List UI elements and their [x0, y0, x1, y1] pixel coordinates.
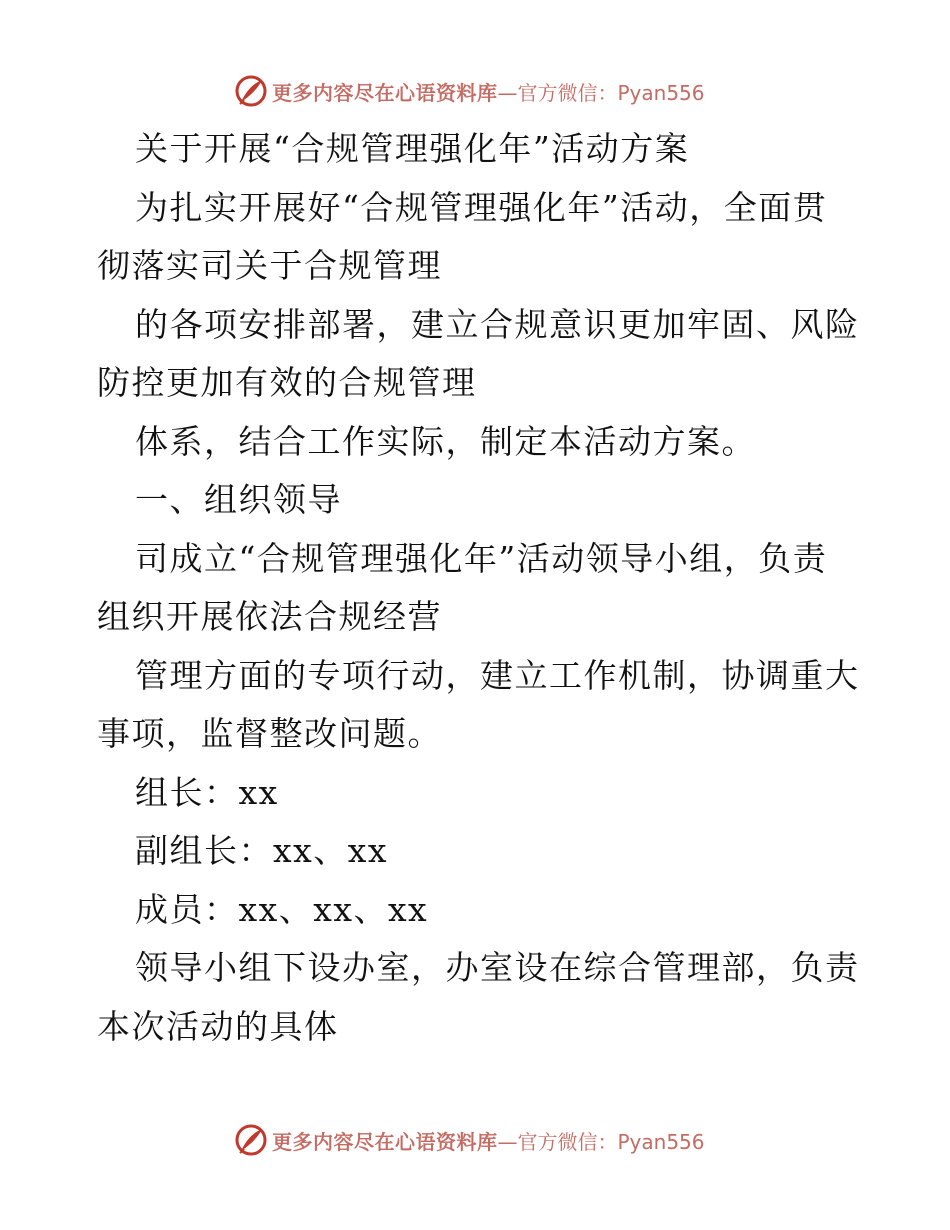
section-heading: 一、组织领导	[135, 480, 342, 519]
watermark-main-text: 更多内容尽在心语资料库	[272, 1129, 498, 1154]
paragraph-line: 事项，监督整改问题。	[97, 714, 442, 753]
watermark-header	[234, 71, 705, 111]
paragraph-line: 彻落实司关于合规管理	[97, 246, 442, 285]
watermark-main-text: 更多内容尽在心语资料库	[272, 80, 498, 105]
deputy-leader-line: 副组长：xx、xx	[135, 831, 388, 870]
quill-logo-icon	[234, 74, 268, 108]
watermark-sub-text: —官方微信：Pyan556	[497, 80, 705, 105]
document-body	[97, 120, 860, 1056]
paragraph-line: 领导小组下设办室，办室设在综合管理部，负责	[135, 948, 860, 987]
paragraph-line: 司成立“合规管理强化年”活动领导小组，负责	[135, 538, 828, 578]
watermark-sub-text: —官方微信：Pyan556	[497, 1129, 705, 1154]
paragraph-line: 为扎实开展好“合规管理强化年”活动，全面贯	[135, 187, 828, 227]
leader-line: 组长：xx	[135, 772, 279, 812]
watermark-footer	[234, 1120, 705, 1160]
paragraph-line: 体系，结合工作实际，制定本活动方案。	[135, 421, 756, 461]
paragraph-line: 本次活动的具体	[97, 1006, 339, 1046]
members-line: 成员：xx、xx、xx	[135, 889, 429, 929]
paragraph-line: 防控更加有效的合规管理	[97, 363, 477, 402]
doc-title: 关于开展“合规管理强化年”活动方案	[135, 129, 690, 168]
paragraph-line: 组织开展依法合规经营	[97, 597, 442, 636]
paragraph-line: 管理方面的专项行动，建立工作机制，协调重大	[135, 655, 860, 695]
quill-logo-icon	[234, 1123, 268, 1157]
paragraph-line: 的各项安排部署，建立合规意识更加牢固、风险	[135, 304, 860, 344]
